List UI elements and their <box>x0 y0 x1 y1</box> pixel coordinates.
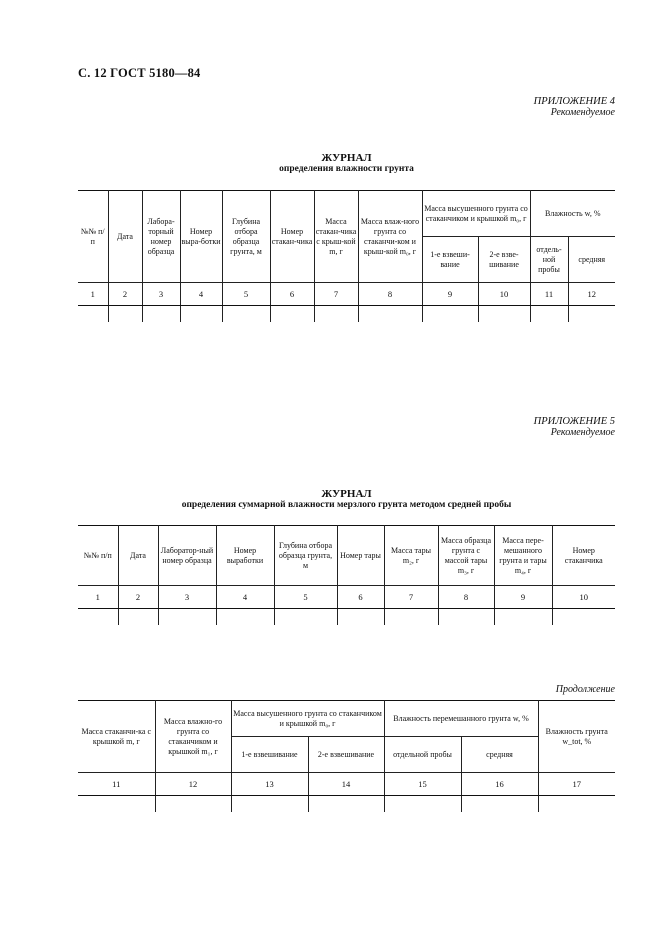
header-sampling-depth: Глубина отбора образца грунта, м <box>222 191 270 283</box>
header-row-number: №№ п/п <box>78 191 108 283</box>
empty-cell <box>337 609 384 626</box>
empty-cell <box>494 609 552 626</box>
column-number: 11 <box>78 773 155 796</box>
empty-cell <box>158 609 216 626</box>
column-number: 15 <box>384 773 461 796</box>
column-number: 10 <box>478 283 530 306</box>
journal-1-subtitle: определения влажности грунта <box>279 164 414 174</box>
header-dried-soil-mass: Масса высушенного грунта со стаканчиком и крышкой m₀, г <box>422 191 530 237</box>
header-cup-number: Номер стакан-чика <box>270 191 314 283</box>
header-second-weighing: 2-е взвешивание <box>308 737 384 773</box>
appendix-5-title: ПРИЛОЖЕНИЕ 5 <box>533 416 615 427</box>
header-first-weighing: 1-е взвешивание <box>231 737 308 773</box>
empty-cell <box>438 609 494 626</box>
header-mixed-soil-moisture: Влажность перемешанного грунта w, % <box>384 701 538 737</box>
header-wet-soil-mass: Масса влажно-го грунта со стаканчиком и крышкой m₁, г <box>155 701 231 773</box>
empty-cell <box>78 306 108 323</box>
column-number: 7 <box>314 283 358 306</box>
column-number: 3 <box>142 283 180 306</box>
column-number: 9 <box>494 586 552 609</box>
header-cup-number: Номер стаканчика <box>552 526 615 586</box>
journal-2-title-block <box>78 488 615 510</box>
column-number: 12 <box>155 773 231 796</box>
header-lab-sample-number: Лаборатор-ный номер образца <box>158 526 216 586</box>
column-number: 10 <box>552 586 615 609</box>
journal-1-table <box>78 190 615 322</box>
empty-cell <box>216 609 274 626</box>
empty-cell <box>155 796 231 813</box>
journal-2-subtitle: определения суммарной влажности мерзлого грунта методом средней пробы <box>181 500 512 510</box>
appendix-5-subtitle: Рекомендуемое <box>550 427 615 438</box>
column-number: 4 <box>180 283 222 306</box>
empty-cell <box>384 796 461 813</box>
column-number: 4 <box>216 586 274 609</box>
journal-2-continuation-table <box>78 700 615 812</box>
journal-1-title: ЖУРНАЛ <box>321 152 372 164</box>
header-row-number: №№ п/п <box>78 526 118 586</box>
column-number: 8 <box>358 283 422 306</box>
empty-cell <box>308 796 384 813</box>
header-moisture: Влажность w, % <box>530 191 615 237</box>
empty-cell <box>530 306 568 323</box>
continuation-label: Продолжение <box>555 684 615 695</box>
appendix-4-title: ПРИЛОЖЕНИЕ 4 <box>533 96 615 107</box>
header-date: Дата <box>108 191 142 283</box>
column-number: 8 <box>438 586 494 609</box>
header-separate-sample: отдель-ной пробы <box>530 237 568 283</box>
empty-cell <box>108 306 142 323</box>
column-number: 7 <box>384 586 438 609</box>
header-tare-number: Номер тары <box>337 526 384 586</box>
column-number: 5 <box>274 586 337 609</box>
column-number: 16 <box>461 773 538 796</box>
empty-cell <box>142 306 180 323</box>
appendix-4-subtitle: Рекомендуемое <box>550 107 615 118</box>
header-second-weighing: 2-е взве-шивание <box>478 237 530 283</box>
column-number: 1 <box>78 283 108 306</box>
header-tare-mass: Масса тары m₂, г <box>384 526 438 586</box>
empty-cell <box>552 609 615 626</box>
journal-2-title: ЖУРНАЛ <box>321 488 372 500</box>
empty-cell <box>222 306 270 323</box>
header-separate-sample: отдельной пробы <box>384 737 461 773</box>
appendix-5-heading <box>534 416 615 438</box>
header-mixed-soil-mass: Масса пере-мешанного грунта и тары m₄, г <box>494 526 552 586</box>
column-number: 1 <box>78 586 118 609</box>
empty-cell <box>538 796 615 813</box>
header-dried-soil-mass: Масса высушенного грунта со стаканчиком и крышкой m₀, г <box>231 701 384 737</box>
column-number: 6 <box>337 586 384 609</box>
empty-cell <box>231 796 308 813</box>
empty-cell <box>461 796 538 813</box>
empty-cell <box>314 306 358 323</box>
journal-1-title-block <box>78 152 615 174</box>
empty-cell <box>180 306 222 323</box>
header-excavation-number: Номер выработки <box>216 526 274 586</box>
empty-cell <box>118 609 158 626</box>
column-number: 5 <box>222 283 270 306</box>
header-average: средняя <box>568 237 615 283</box>
page-header: С. 12 ГОСТ 5180—84 <box>78 66 201 80</box>
appendix-4-heading <box>534 96 615 118</box>
column-number: 11 <box>530 283 568 306</box>
header-first-weighing: 1-е взвеши-вание <box>422 237 478 283</box>
journal-2-table <box>78 525 615 625</box>
header-excavation-number: Номер выра-ботки <box>180 191 222 283</box>
header-average: средняя <box>461 737 538 773</box>
column-number: 17 <box>538 773 615 796</box>
header-total-moisture: Влажность грунта w_tot, % <box>538 701 615 773</box>
column-number: 2 <box>108 283 142 306</box>
column-number: 3 <box>158 586 216 609</box>
header-cup-mass: Масса стакан-чика с крыш-кой m, г <box>314 191 358 283</box>
column-number: 14 <box>308 773 384 796</box>
empty-cell <box>568 306 615 323</box>
empty-cell <box>422 306 478 323</box>
empty-cell <box>478 306 530 323</box>
column-number: 9 <box>422 283 478 306</box>
empty-cell <box>358 306 422 323</box>
header-wet-soil-mass: Масса влаж-ного грунта со стаканчи-ком и крыш-кой m₀, г <box>358 191 422 283</box>
header-date: Дата <box>118 526 158 586</box>
column-number: 13 <box>231 773 308 796</box>
empty-cell <box>78 796 155 813</box>
empty-cell <box>384 609 438 626</box>
empty-cell <box>270 306 314 323</box>
column-number: 6 <box>270 283 314 306</box>
column-number: 12 <box>568 283 615 306</box>
header-lab-sample-number: Лабора-торный номер образца <box>142 191 180 283</box>
header-sampling-depth: Глубина отбора образца грунта, м <box>274 526 337 586</box>
header-sample-with-tare-mass: Масса образца грунта с массой тары m₃, г <box>438 526 494 586</box>
empty-cell <box>274 609 337 626</box>
empty-cell <box>78 609 118 626</box>
header-cup-mass: Масса стаканчи-ка с крышкой m, г <box>78 701 155 773</box>
column-number: 2 <box>118 586 158 609</box>
